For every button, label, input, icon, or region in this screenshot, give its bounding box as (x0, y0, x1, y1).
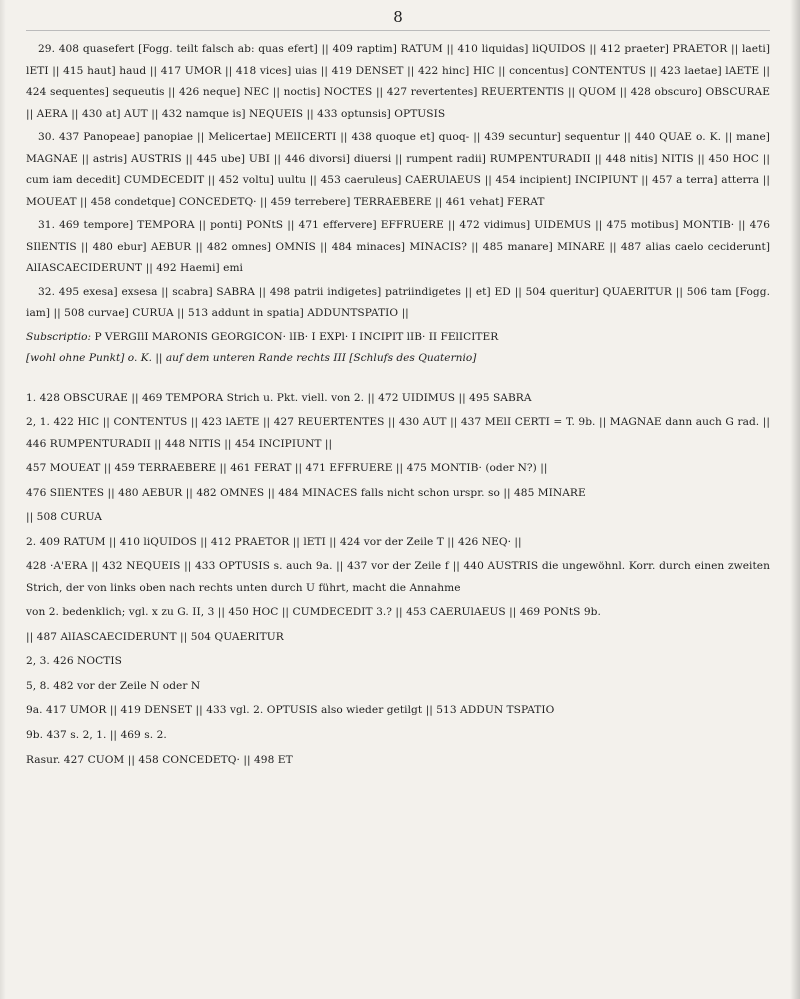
apparatus-paragraph-32: 32. 495 exesa] exsesa || scabra] SABRA || 498 patrii indigetes] patriindigetes || et] ED || 504 queritur] QUAERITUR || 506 tam [Fogg. iam] || 508 curvae] CURUA || 513 addunt in spatia] ADDUNTSPATIO || (26, 285, 770, 319)
apparatus-paragraph-31: 31. 469 tempore] TEMPORA || ponti] PONtS || 471 effervere] EFFRUERE || 472 vidimus] UIDEMUS || 475 motibus] MONTIB· || 476 SIlENTIS || 480 ebur] AEBUR || 482 omnes] OMNIS || 484 minaces] MINACIS? || 485 manare] MINARE || 487 alias caelo ceciderunt] AlIASCAECIDERUNT || 492 Haemi] emi (26, 219, 770, 274)
correction-line: || 508 CURUA (26, 511, 102, 523)
apparatus-paragraph-29: 29. 408 quasefert [Fogg. teilt falsch ab: quas efert] || 409 raptim] RATUM || 410 liquidas] liQUIDOS || 412 praeter] PRAETOR || laeti] lETI || 415 haut] haud || 417 UMOR || 418 vices] uias || 419 DENSET || 422 hinc] HIC || concentus] CONTENTUS || 423 laetae] lAETE || 424 sequentes] sequeutis || 426 neque] NEC || noctis] NOCTES || 427 revertentes] REUERTENTIS || QUOM || 428 obscuro] OBSCURAE || AERA || 430 at] AUT || 432 namque is] NEQUEIS || 433 optunsis] OPTUSIS (26, 43, 770, 120)
apparatus-paragraph-30: 30. 437 Panopeae] panopiae || Melicertae] MElICERTI || 438 quoque et] quoq- || 439 secuntur] sequentur || 440 QUAE o. K. || mane] MAGNAE || astris] AUSTRIS || 445 ube] UBI || 446 divorsi] diuersi || rumpent radii] RUMPENTURADII || 448 nitis] NITIS || 450 HOC || cum iam decedit] CUMDECEDIT || 452 voltu] uultu || 453 caeruleus] CAERUlAEUS || 454 incipient] INCIPIUNT || 457 a terra] atterra || MOUEAT || 458 condetque] CONCEDETQ· || 459 terrebere] TERRAEBERE || 461 vehat] FERAT (26, 131, 770, 208)
rasur-line: Rasur. 427 CUOM || 458 CONCEDETQ· || 498 ET (26, 754, 293, 766)
subscriptio-text: P VERGIlI MARONIS GEORGICON· lIB· I EXPl· I INCIPIT lIB· II FElICITER (94, 330, 499, 343)
correction-line: 5, 8. 482 vor der Zeile N oder N (26, 679, 201, 692)
subscriptio (26, 327, 770, 370)
correction-line: von 2. bedenklich; vgl. x zu G. II, 3 || 450 HOC || CUMDECEDIT 3.? || 453 CAERUlAEUS || 469 PONtS 9b. (26, 606, 601, 618)
scan-edge-left (0, 0, 6, 999)
correction-line: 2, 1. 422 HIC || CONTENTUS || 423 lAETE || 427 REUERTENTES || 430 AUT || 437 MElI CERTI = T. 9b. || MAGNAE dann auch G rad. || 446 RUMPENTURADII || 448 NITIS || 454 INCIPIUNT || (26, 416, 770, 450)
page-number: 8 (26, 8, 770, 31)
scan-edge-right (790, 0, 800, 999)
correction-line: 457 MOUEAT || 459 TERRAEBERE || 461 FERAT || 471 EFFRUERE || 475 MONTIB· (oder N?) || (26, 462, 548, 474)
correction-line: 1. 428 OBSCURAE || 469 TEMPORA Strich u. Pkt. viell. von 2. || 472 UIDIMUS || 495 SABRA (26, 391, 532, 404)
section-gap (26, 372, 770, 388)
correction-line: 2. 409 RATUM || 410 liQUIDOS || 412 PRAETOR || lETI || 424 vor der Zeile T || 426 NEQ· || (26, 535, 522, 548)
corrections-list (26, 388, 770, 772)
correction-line: 2, 3. 426 NOCTIS (26, 655, 122, 667)
correction-line: 9b. 437 s. 2, 1. || 469 s. 2. (26, 728, 167, 741)
subscriptio-note: [wohl ohne Punkt] o. K. || auf dem unteren Rande rechts III [Schlufs des Quaternio] (26, 352, 477, 364)
subscriptio-label: Subscriptio: (26, 330, 92, 343)
correction-line: 9a. 417 UMOR || 419 DENSET || 433 vgl. 2. OPTUSIS also wieder getilgt || 513 ADDUN TSPATIO (26, 704, 555, 716)
correction-line: 476 SIlENTES || 480 AEBUR || 482 OMNES || 484 MINACES falls nicht schon urspr. so || 485 MINARE (26, 486, 586, 499)
correction-line: 428 ·A'ERA || 432 NEQUEIS || 433 OPTUSIS s. auch 9a. || 437 vor der Zeile f || 440 AUSTRIS die ungewöhnl. Korr. durch einen zweiten Strich, der von links oben nach rechts unten durch U führt, macht die Annahme (26, 560, 770, 594)
correction-line: || 487 AlIASCAECIDERUNT || 504 QUAERITUR (26, 630, 284, 643)
